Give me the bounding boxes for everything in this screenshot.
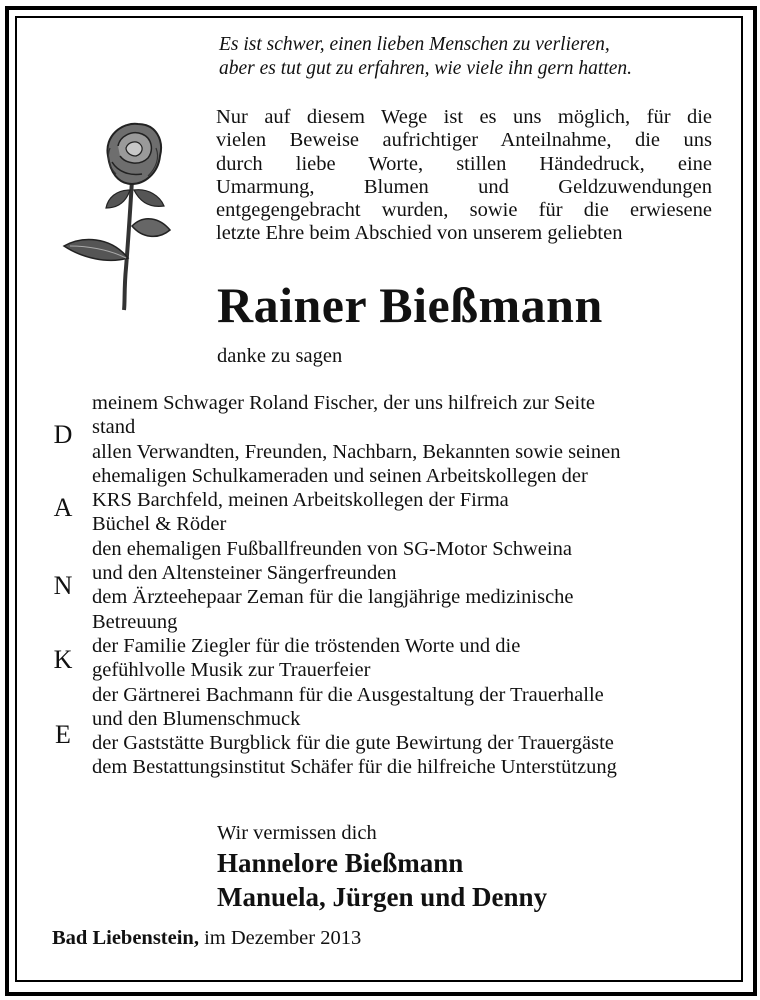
family-line-1: Hannelore Bießmann [217,848,464,878]
motto-line-2: aber es tut gut zu erfahren, wie viele ihn gern hatten. [219,58,633,79]
danke-letter-d: D [53,420,73,449]
rose-icon [60,118,200,318]
intro-line: durch liebe Worte, stillen Händedruck, eine [216,152,712,175]
thanks-item: ehemaligen Schulkameraden und seinen Arbeitskollegen der [92,464,588,487]
thanks-item: meinem Schwager Roland Fischer, der uns hilfreich zur Seite [92,392,595,414]
date-text: im Dezember 2013 [198,927,362,949]
intro-line: letzte Ehre beim Abschied von unserem geliebten [216,222,623,245]
miss-text: Wir vermissen dich [217,822,377,844]
danke-letter-k: K [53,645,73,674]
thanks-item: Büchel & Röder [92,513,227,536]
motto [219,33,739,81]
thanks-item: dem Bestattungsinstitut Schäfer für die hilfreiche Unterstützung [92,756,617,779]
thanks-item: und den Altensteiner Sängerfreunden [92,562,397,585]
danke-letter-e: E [55,720,71,749]
danke-letter-a: A [53,493,73,522]
thanks-item: gefühlvolle Musik zur Trauerfeier [92,659,371,682]
thanks-item: und den Blumenschmuck [92,707,301,730]
thanks-list [92,391,732,780]
thanks-item: stand [92,416,136,439]
closing-block [217,820,547,914]
intro-line: Umarmung, Blumen und Geldzuwendungen [216,175,712,198]
thanks-item: der Gärtnerei Bachmann für die Ausgestaltung der Trauerhalle [92,683,604,706]
thanks-item: den ehemaligen Fußballfreunden von SG-Motor Schweina [92,537,572,560]
intro-line: entgegengebracht wurden, sowie für die erwiesene [216,199,712,222]
place-name: Bad Liebenstein, [52,927,199,949]
thanks-item: KRS Barchfeld, meinen Arbeitskollegen der Firma [92,489,509,512]
thanks-item: der Gaststätte Burgblick für die gute Bewirtung der Trauergäste [92,732,614,755]
intro-text [216,106,712,246]
thanks-item: Betreuung [92,610,178,633]
thanks-item: allen Verwandten, Freunden, Nachbarn, Bekannten sowie seinen [92,440,621,463]
thanks-item: dem Ärzteehepaar Zeman für die langjährige medizinische [92,586,574,609]
thanks-item: der Familie Ziegler für die tröstenden Worte und die [92,634,521,657]
place-date [52,927,361,950]
motto-line-1: Es ist schwer, einen lieben Menschen zu verlieren, [219,34,610,55]
thanks-phrase: danke zu sagen [217,345,343,367]
family-line-2: Manuela, Jürgen und Denny [217,882,548,912]
intro-line: Nur auf diesem Wege ist es uns möglich, für die [216,106,712,128]
deceased-name: Rainer Bießmann [217,277,603,333]
danke-letter-n: N [53,571,73,600]
intro-line: vielen Beweise aufrichtiger Anteilnahme, die uns [216,129,712,152]
